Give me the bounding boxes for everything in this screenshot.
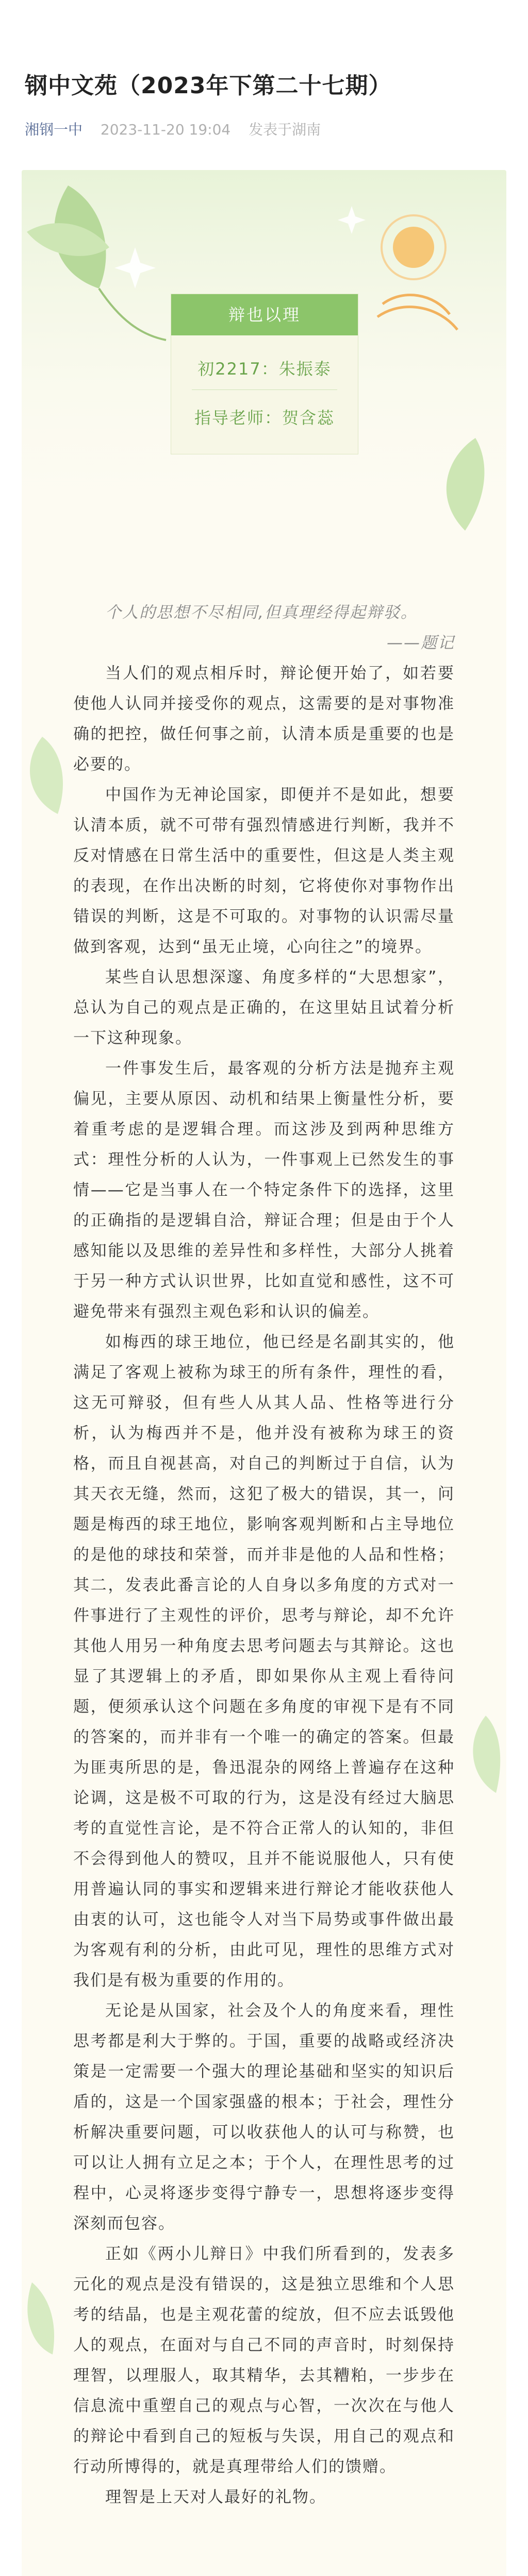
paragraph: 中国作为无神论国家，即便并不是如此，想要认清本质，就不可带有强烈情感进行判断，我并不反对情感在日常生活中的重要性，但这是人类主观的表现，在作出决断的时刻，它将使你对事物作出错误的判断，这是不可取的。对事物的认识需尽量做到客观，达到“虽无止境，心向往之”的境界。 [73,786,455,956]
essay-teacher: 指导老师：贺含蕊 [194,408,335,428]
publish-location: 发表于湖南 [249,121,321,138]
article-header [0,0,528,144]
paragraph: 无论是从国家，社会及个人的角度来看，理性思考都是利大于弊的。于国，重要的战略或经济决策是一定需要一个强大的理论基础和坚实的知识后盾的，这是一个国家强盛的根本；于社会，理性分析解决重要问题，可以收获他人的认可与称赞，也可以让人拥有立足之本；于个人，在理性思考的过程中，心灵将逐步变得宁静专一，思想将逐步变得深刻而包容。 [73,2002,455,2233]
divider [192,389,337,390]
article-body [73,598,455,2513]
paragraph: 一件事发生后，最客观的分析方法是抛弃主观偏见，主要从原因、动机和结果上衡量性分析，要着重考虑的是逻辑合理。而这涉及到两种思维方式：理性分析的人认为，一件事观上已然发生的事情——它是当事人在一个特定条件下的选择，这里的正确指的是逻辑自洽，辩证合理；但是由于个人感知能以及思维的差异性和多样性，大部分人挑着于另一种方式认识世界，比如直觉和感性，这不可避免带来有强烈主观色彩和认识的偏差。 [73,1059,455,1321]
essay-title: 辩也以理 [171,294,358,335]
paragraph: 当人们的观点相斥时，辩论便开始了，如若要使他人认同并接受你的观点，这需要的是对事物准确的把控，做任何事之前，认清本质是重要的也是必要的。 [73,664,455,774]
account-link[interactable]: 湘钢一中 [25,121,83,138]
epigraph: 个人的思想不尽相同,但真理经得起辩驳。 [105,603,418,622]
publish-time: 2023-11-20 19:04 [100,121,231,138]
article-card [22,170,506,2576]
epigraph-source: ——题记 [387,634,455,652]
paragraph: 正如《两小儿辩日》中我们所看到的，发表多元化的观点是没有错误的，这是独立思维和个人思考的结晶，也是主观花蕾的绽放，但不应去诋毁他人的观点，在面对与自己不同的声音时，时刻保持理智，以理服人，取其精华，去其糟粕，一步步在信息流中重塑自己的观点与心智，一次次在与他人的辩论中看到自己的短板与失误，用自己的观点和行动所博得的，就是真理带给人们的馈赠。 [73,2245,455,2476]
article-meta [25,118,334,139]
essay-author: 初2217：朱振泰 [197,359,332,379]
byline-box [171,294,358,454]
paragraph: 某些自认思想深邃、角度多样的“大思想家”，总认为自己的观点是正确的，在这里姑且试着分析一下这种现象。 [73,968,455,1047]
paragraph: 如梅西的球王地位，他已经是名副其实的，他满足了客观上被称为球王的所有条件，理性的看，这无可辩驳，但有些人从其人品、性格等进行分析，认为梅西并不是，他并没有被称为球王的资格，而且自视甚高，对自己的判断过于自信，认为其天衣无缝，然而，这犯了极大的错误，其一，问题是梅西的球王地位，影响客观判断和占主导地位的是他的球技和荣誉，而并非是他的人品和性格；其二，发表此番言论的人自身以多角度的方式对一件事进行了主观性的评价，思考与辩论，却不允许其他人用另一种角度去思考问题去与其辩论。这也显了其逻辑上的矛盾，即如果你从主观上看待问题，便须承认这个问题在多角度的审视下是有不同的答案的，而并非有一个唯一的确定的答案。但最为匪夷所思的是，鲁迅混杂的网络上普遍存在这种论调，这是极不可取的行为，这是没有经过大脑思考的直觉性言论，是不符合正常人的认知的，非但不会得到他人的赞叹，且并不能说服他人，只有使用普遍认同的事实和逻辑来进行辩论才能收获他人由衷的认可，这也能令人对当下局势或事件做出最为客观有利的分析，由此可见，理性的思维方式对我们是有极为重要的作用的。 [73,1333,455,1990]
paragraph: 理智是上天对人最好的礼物。 [105,2488,326,2506]
article-title: 钢中文苑（2023年下第二十七期） [25,73,392,99]
